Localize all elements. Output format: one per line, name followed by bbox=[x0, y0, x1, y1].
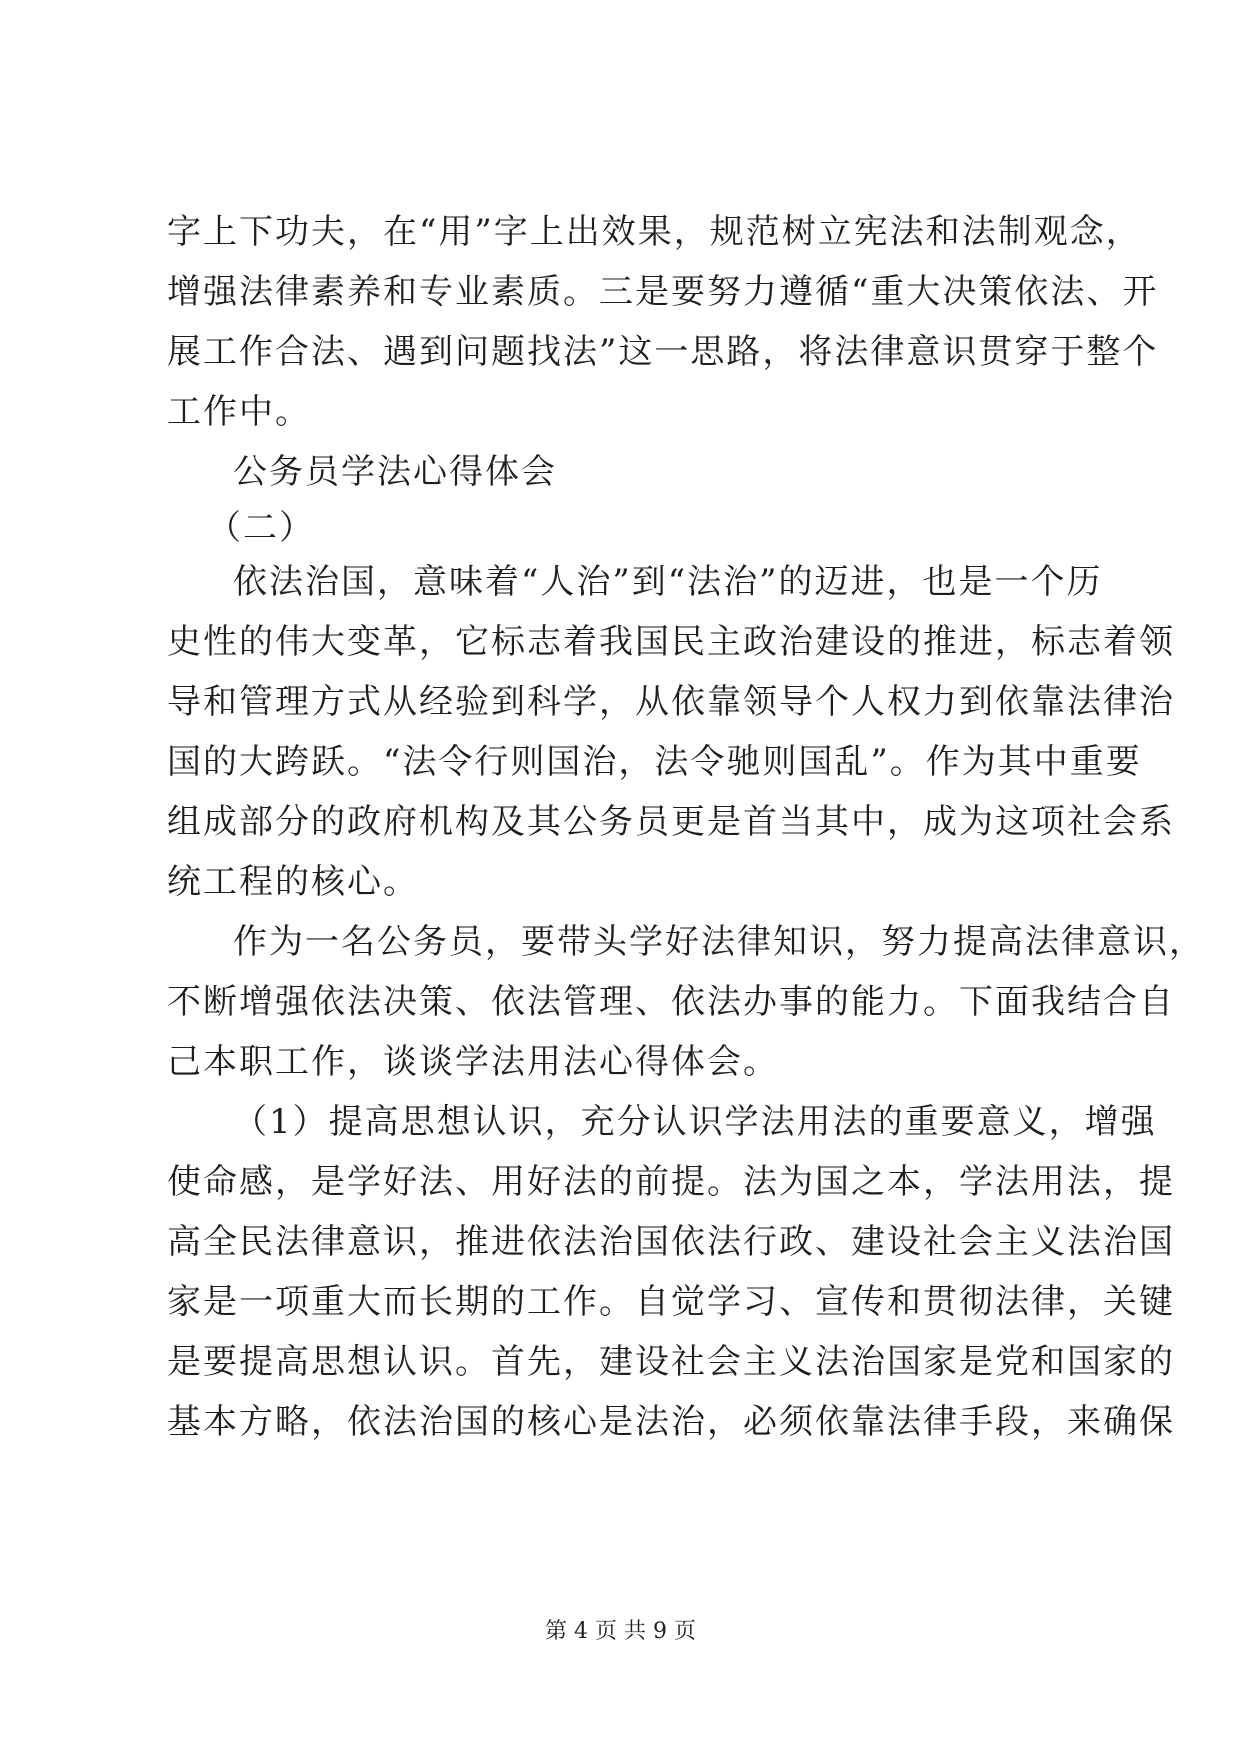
text-line: 国的大跨跃。“法令行则国治，法令驰则国乱”。作为其中重要 bbox=[167, 742, 1142, 782]
text-line: 导和管理方式从经验到科学，从依靠领导个人权力到依靠法律治 bbox=[167, 682, 1175, 722]
text-line: 工作中。 bbox=[167, 392, 311, 432]
text-line: 己本职工作，谈谈学法用法心得体会。 bbox=[167, 1042, 779, 1082]
text-line: 字上下功夫，在“用”字上出效果，规范树立宪法和法制观念， bbox=[167, 212, 1142, 252]
text-line: 依法治国，意味着“人治”到“法治”的迈进，也是一个历 bbox=[233, 562, 1103, 602]
text-line: 组成部分的政府机构及其公务员更是首当其中，成为这项社会系 bbox=[167, 802, 1175, 842]
section-heading: 公务员学法心得体会 bbox=[233, 452, 557, 492]
text-line: 统工程的核心。 bbox=[167, 862, 419, 902]
text-line: 增强法律素养和专业素质。三是要努力遵循“重大决策依法、开 bbox=[167, 272, 1159, 312]
text-line: 史性的伟大变革，它标志着我国民主政治建设的推进，标志着领 bbox=[167, 622, 1175, 662]
section-number: （二） bbox=[207, 508, 315, 548]
text-line: 展工作合法、遇到问题找法”这一思路，将法律意识贯穿于整个 bbox=[167, 332, 1159, 372]
text-line: 使命感，是学好法、用好法的前提。法为国之本，学法用法，提 bbox=[167, 1162, 1175, 1202]
text-line: 作为一名公务员，要带头学好法律知识，努力提高法律意识， bbox=[233, 922, 1205, 962]
text-line: （1）提高思想认识，充分认识学法用法的重要意义，增强 bbox=[233, 1102, 1157, 1142]
page-footer: 第 4 页 共 9 页 bbox=[545, 1619, 696, 1644]
text-line: 高全民法律意识，推进依法治国依法行政、建设社会主义法治国 bbox=[167, 1222, 1175, 1262]
text-line: 基本方略，依法治国的核心是法治，必须依靠法律手段，来确保 bbox=[167, 1402, 1175, 1442]
text-line: 不断增强依法决策、依法管理、依法办事的能力。下面我结合自 bbox=[167, 982, 1175, 1022]
text-line: 是要提高思想认识。首先，建设社会主义法治国家是党和国家的 bbox=[167, 1342, 1175, 1382]
text-line: 家是一项重大而长期的工作。自觉学习、宣传和贯彻法律，关键 bbox=[167, 1282, 1175, 1322]
